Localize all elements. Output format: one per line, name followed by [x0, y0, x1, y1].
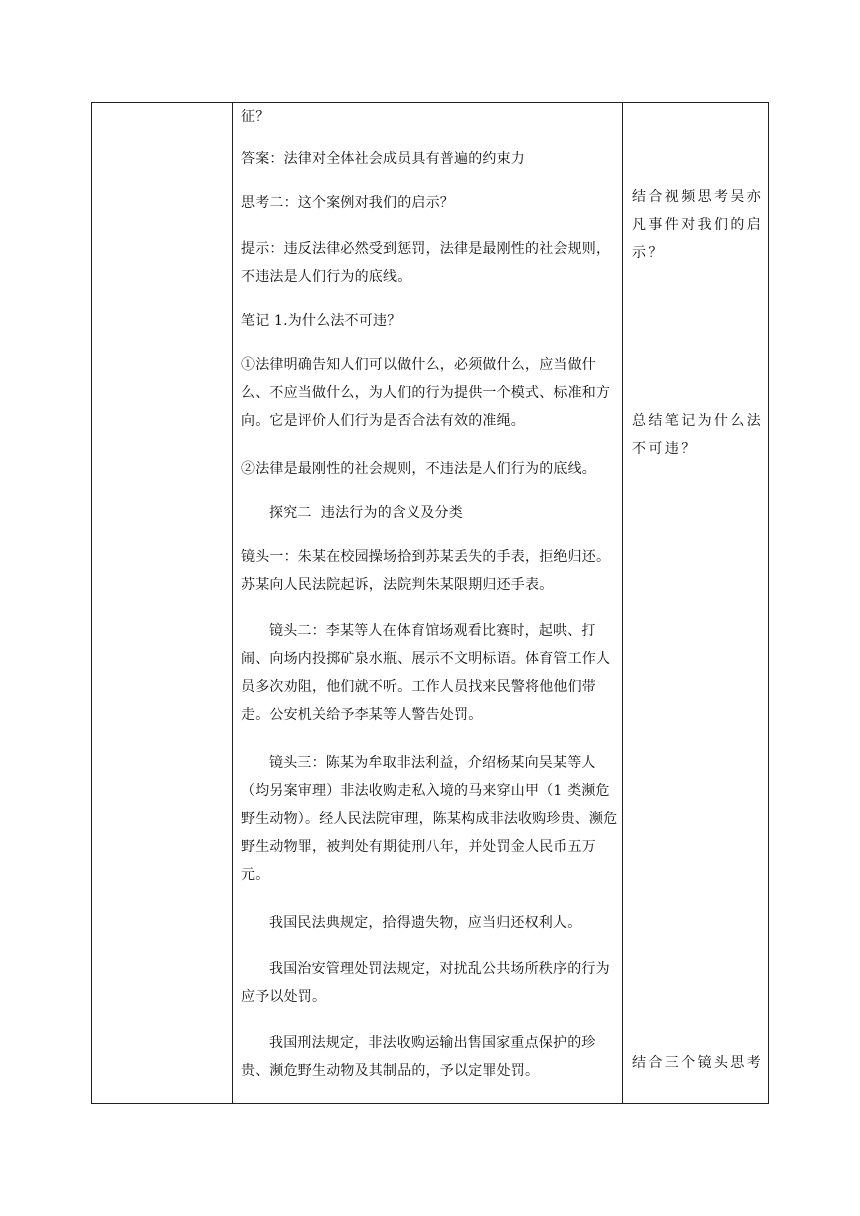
paragraph-question-end: 征？: [241, 109, 270, 125]
paragraph-shot-one: 镜头一：朱某在校园操场拾到苏某丢失的手表，拒绝归还。苏某向人民法院起诉，法院判朱某限期归还手表。: [241, 549, 611, 593]
paragraph-answer: 答案：法律对全体社会成员具有普遍的约束力: [241, 151, 525, 167]
column-divider-1: [232, 103, 233, 1103]
lesson-table: [91, 102, 769, 1104]
paragraph-public-security-law: 我国治安管理处罚法规定，对扰乱公共场所秩序的行为应予以处罚。: [241, 961, 610, 1005]
section-heading-inquiry-two: 探究二 违法行为的含义及分类: [269, 505, 463, 521]
paragraph-shot-three: 镜头三：陈某为牟取非法利益，介绍杨某向吴某等人（均另案审理）非法收购走私入境的马来穿山甲（1 类濒危野生动物）。经人民法院审理，陈某构成非法收购珍贵、濒危野生动物罪，被判处有期徒刑八年，并处罚金人民币五万元。: [241, 755, 618, 883]
paragraph-note-1: 笔记 1.为什么法不可违？: [241, 313, 402, 329]
paragraph-think-two: 思考二：这个案例对我们的启示？: [241, 195, 454, 211]
note-video-reflection: 结合视频思考吴亦凡事件对我们的启示？: [632, 189, 764, 261]
paragraph-criminal-law: 我国刑法规定，非法收购运输出售国家重点保护的珍贵、濒危野生动物及其制品的，予以定罪处罚。: [241, 1035, 596, 1079]
paragraph-civil-code: 我国民法典规定，拾得遗失物，应当归还权利人。: [269, 915, 582, 931]
paragraph-shot-two: 镜头二：李某等人在体育馆场观看比赛时，起哄、打闹、向场内投掷矿泉水瓶、展示不文明标语。体育管工作人员多次劝阻，他们就不听。工作人员找来民警将他他们带走。公安机关给予李某等人警告处罚。: [241, 623, 611, 723]
paragraph-point-1: ①法律明确告知人们可以做什么，必须做什么，应当做什么、不应当做什么，为人们的行为提供一个模式、标准和方向。它是评价人们行为是否合法有效的准绳。: [241, 357, 611, 429]
paragraph-point-2: ②法律是最刚性的社会规则，不违法是人们行为的底线。: [241, 461, 596, 477]
note-summary: 总结笔记为什么法不可违？: [632, 413, 764, 457]
note-three-shots: 结合三个镜头思考: [632, 1055, 764, 1071]
paragraph-hint: 提示：违反法律必然受到惩罚，法律是最刚性的社会规则，不违法是人们行为的底线。: [241, 241, 611, 285]
